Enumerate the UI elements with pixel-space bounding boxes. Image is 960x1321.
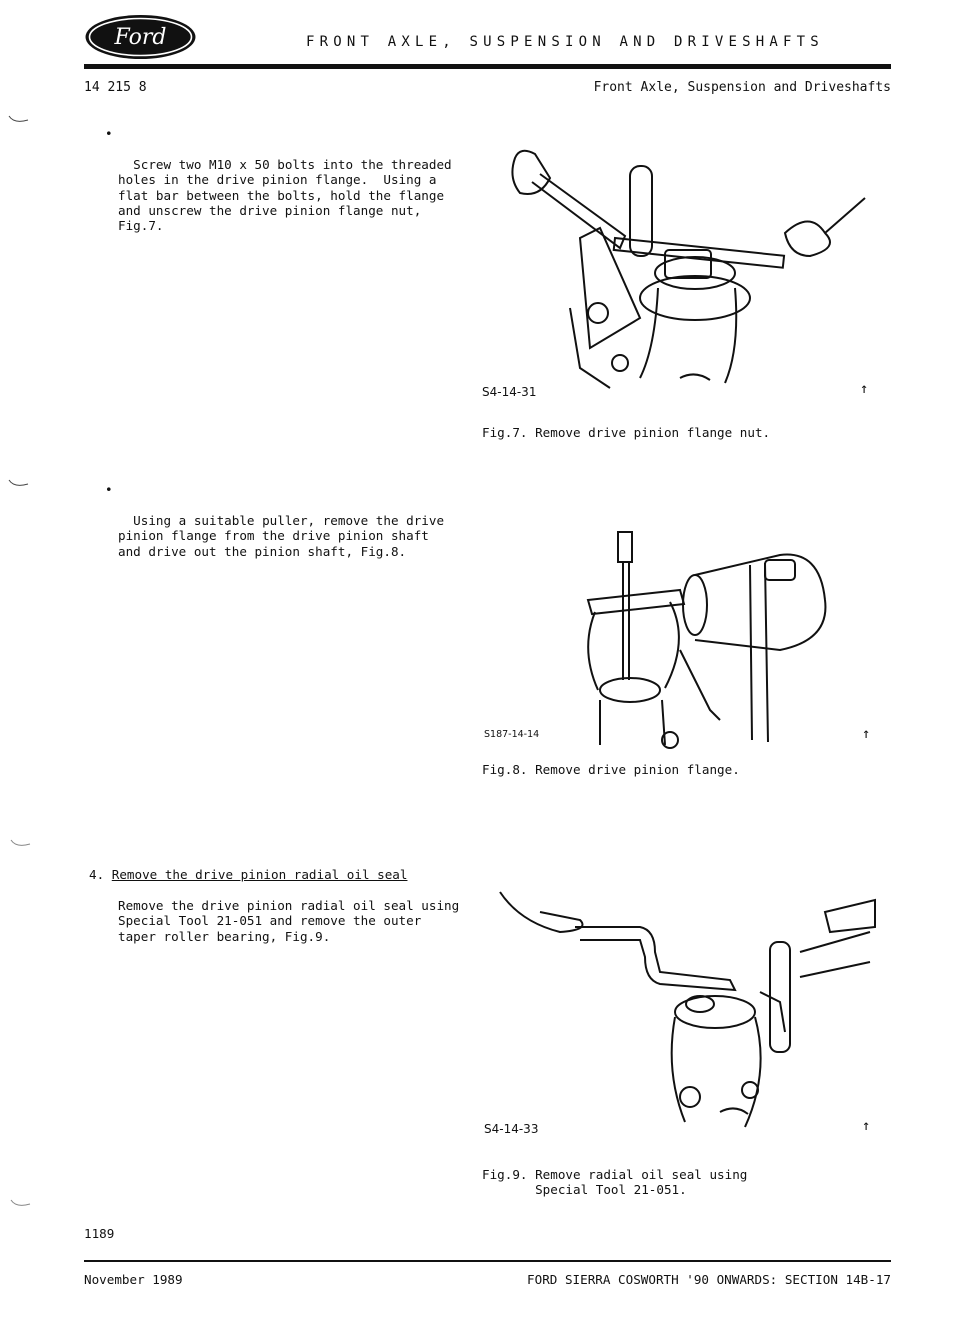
figure-code: S4-14-31 xyxy=(482,385,537,399)
revision-mark xyxy=(10,838,32,850)
seal-removal-illustration xyxy=(480,872,885,1137)
figure-7 xyxy=(480,138,885,448)
step-heading xyxy=(89,867,407,882)
header-rule xyxy=(84,64,891,69)
revision-mark xyxy=(8,114,30,126)
step-text: Remove the drive pinion radial oil seal using Special Tool 21-051 and remove the outer taper roller bearing, Fig.9. xyxy=(118,898,460,944)
footer-rule xyxy=(84,1260,891,1262)
header-title: FRONT AXLE, SUSPENSION AND DRIVESHAFTS xyxy=(306,34,824,50)
figure-9 xyxy=(480,872,885,1202)
page-number: 1189 xyxy=(84,1226,115,1241)
ford-logo xyxy=(84,14,197,60)
arrow-up-icon: ↑ xyxy=(860,381,869,397)
section-title: Front Axle, Suspension and Driveshafts xyxy=(593,80,891,95)
logo-text: Ford xyxy=(114,25,167,50)
bullet-paragraph-1 xyxy=(105,126,452,234)
bullet-text: Using a suitable puller, remove the drive pinion flange from the drive pinion shaft and drive out the pinion shaft, Fig.8. xyxy=(118,512,445,559)
figure-code: S187-14-14 xyxy=(484,729,540,740)
bullet-icon: • xyxy=(105,126,113,141)
figure-code: S4-14-33 xyxy=(484,1122,539,1136)
flange-nut-illustration xyxy=(480,138,885,400)
figure-8 xyxy=(480,530,885,780)
step-title: Remove the drive pinion radial oil seal xyxy=(111,867,408,882)
figure-caption: Fig.9. Remove radial oil seal using Special Tool 21-051. xyxy=(482,1167,748,1198)
puller-illustration xyxy=(480,530,885,755)
footer-date: November 1989 xyxy=(84,1272,183,1287)
revision-mark xyxy=(10,1198,32,1210)
bullet-paragraph-2 xyxy=(105,482,445,559)
arrow-up-icon: ↑ xyxy=(862,726,871,742)
arrow-up-icon: ↑ xyxy=(862,1118,871,1134)
bullet-icon: • xyxy=(105,482,113,497)
bullet-text: Screw two M10 x 50 bolts into the threaded holes in the drive pinion flange. Using a flat bar between the bolts, hold the flange and unscrew the drive pinion flange nut, Fig.7. xyxy=(118,156,452,234)
step-number: 4. xyxy=(89,867,105,882)
page-code: 14 215 8 xyxy=(84,80,147,95)
figure-caption: Fig.7. Remove drive pinion flange nut. xyxy=(482,425,771,440)
revision-mark xyxy=(8,478,30,490)
footer-publication: FORD SIERRA COSWORTH '90 ONWARDS: SECTION 14B-17 xyxy=(527,1272,891,1287)
figure-caption: Fig.8. Remove drive pinion flange. xyxy=(482,762,740,777)
